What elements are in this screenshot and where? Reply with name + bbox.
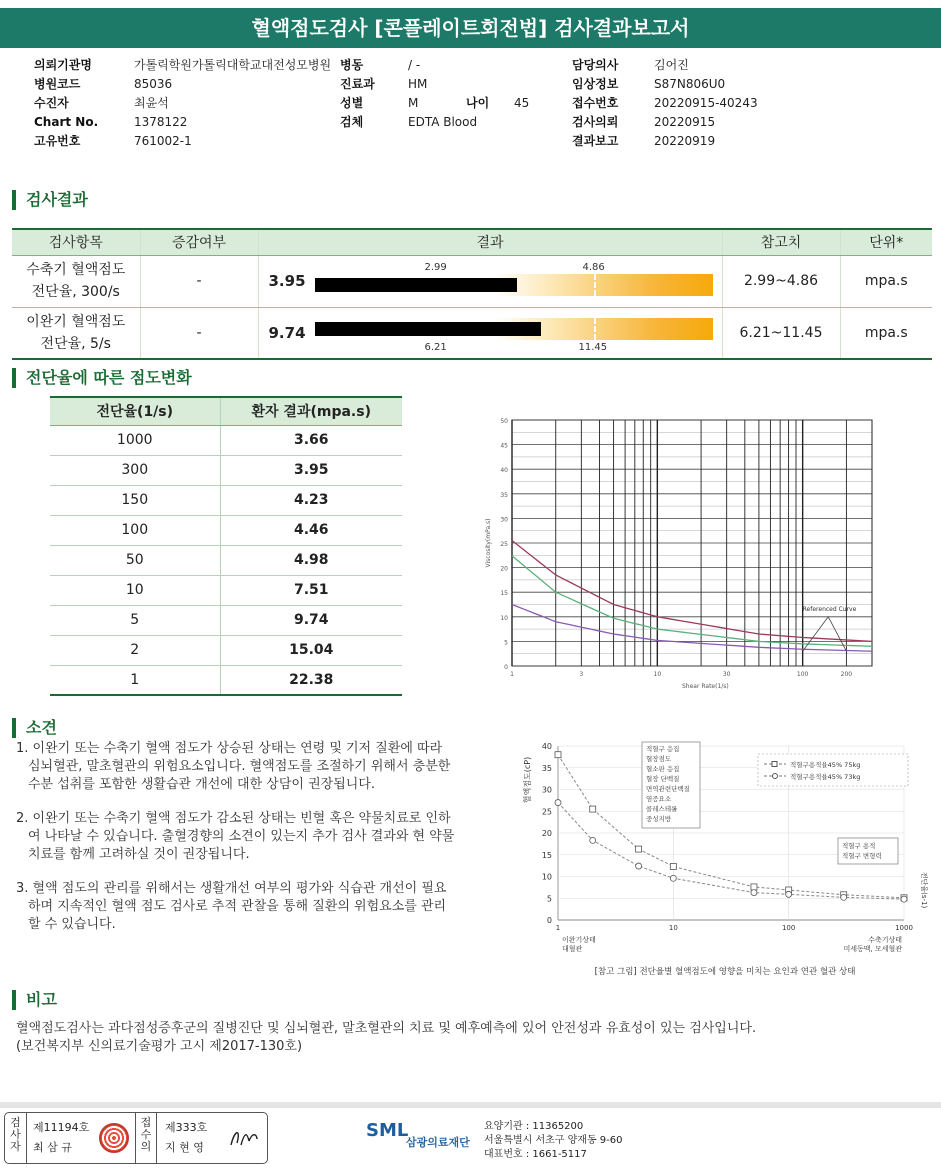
confirmer-no: 제333호: [165, 1121, 208, 1134]
value-chart-no: 1378122: [134, 115, 188, 129]
y-axis-right-label: 전단율(s-1): [920, 871, 928, 909]
label-age: 나이: [466, 96, 490, 110]
value-age: 45: [514, 96, 530, 110]
factor-label: 적혈구 용적: [842, 842, 876, 850]
value-request-date: 20220915: [654, 115, 716, 129]
value-receipt-no: 20220915-40243: [654, 96, 758, 110]
y-tick-label: 40: [541, 742, 552, 751]
patient-value: 4.23: [220, 485, 402, 515]
factor-label: 중성지방: [646, 815, 672, 823]
value-dept: HM: [408, 77, 428, 91]
label-unique-no: 고유번호: [34, 134, 81, 148]
x-right-label: 미세동맥, 모세혈관: [843, 945, 902, 953]
x-tick-label: 3: [579, 671, 584, 678]
factor-label: 적혈구 변형력: [842, 852, 882, 860]
reference-range: 2.99~4.86: [722, 255, 840, 307]
shear-rate: 100: [50, 515, 220, 545]
shear-table: [50, 396, 402, 696]
table-row: [50, 665, 402, 695]
shear-rate: 10: [50, 575, 220, 605]
section-title-note: 비고: [12, 990, 57, 1010]
value-patient: 최윤석: [134, 96, 169, 110]
shear-rate: 1000: [50, 425, 220, 455]
report-title: 혈액점도검사 [콘플레이트회전법] 검사결과보고서: [0, 8, 941, 48]
factor-label: 혈소판 응집: [646, 765, 680, 773]
value-hospital-code: 85036: [134, 77, 173, 91]
label-clinical-info: 임상정보: [572, 77, 619, 91]
table-row: [50, 605, 402, 635]
y-tick-label: 25: [500, 541, 508, 548]
data-point: [636, 863, 642, 869]
table-row: [50, 545, 402, 575]
sml-logo: SML: [366, 1120, 409, 1141]
header-result: 결과: [258, 229, 722, 255]
factor-label: 콜레스테롤: [646, 805, 678, 813]
y-tick-label: 0: [504, 664, 508, 671]
note-text: [16, 1020, 926, 1056]
change-value: -: [140, 255, 258, 307]
data-point: [555, 800, 561, 806]
ref-dash: [594, 274, 596, 296]
x-tick-label: 30: [722, 671, 731, 678]
result-bar-fill: [315, 322, 542, 336]
data-point: [786, 891, 792, 897]
value-report-date: 20220919: [654, 134, 716, 148]
examiner-no: 제11194호: [33, 1121, 90, 1134]
x-left-label: 대혈관: [562, 945, 583, 953]
label-doctor: 담당의사: [572, 58, 619, 72]
legend-marker: [773, 774, 778, 779]
table-row: [50, 635, 402, 665]
footer-divider: [0, 1102, 941, 1108]
examiner-label: 검사자: [5, 1113, 27, 1163]
y-tick-label: 20: [500, 565, 508, 573]
shear-rate: 150: [50, 485, 220, 515]
shear-rate: 2: [50, 635, 220, 665]
legend-box: [758, 754, 908, 786]
y-tick-label: 30: [541, 785, 552, 795]
data-point: [751, 884, 757, 890]
y-axis-label: 혈액점도(cP): [523, 756, 532, 804]
result-cell: [258, 307, 722, 359]
data-point: [590, 837, 596, 843]
header-patient-result: 환자 결과(mpa.s): [220, 397, 402, 425]
header-col3: [572, 56, 758, 151]
y-tick-label: 10: [500, 614, 508, 622]
section-title-findings: 소견: [12, 718, 57, 738]
label-specimen: 검체: [340, 115, 364, 129]
result-value: 3.95: [268, 271, 306, 290]
label-report-date: 결과보고: [572, 134, 619, 148]
table-row: [50, 515, 402, 545]
y-tick-label: 10: [541, 872, 552, 882]
section-title-results: 검사결과: [12, 190, 88, 210]
value-ward: / -: [408, 58, 421, 72]
note-line2: (보건복지부 신의료기술평가 고시 제2017-130호): [16, 1039, 303, 1054]
label-receipt-no: 접수번호: [572, 96, 619, 110]
seal-icon: [99, 1123, 129, 1153]
item-name-line1: 수축기 혈액점도: [26, 262, 126, 278]
signature-box: [4, 1112, 268, 1164]
label-hospital-code: 병원코드: [34, 77, 81, 91]
findings-text: [16, 740, 456, 950]
header-reference: 참고치: [722, 229, 840, 255]
result-cell: [258, 255, 722, 307]
result-bar: [315, 261, 713, 298]
y-tick-label: 35: [500, 491, 508, 499]
y-tick-label: 0: [546, 916, 552, 925]
shear-rate: 5: [50, 605, 220, 635]
note-line1: 혈액점도검사는 과다점성증후군의 질병진단 및 심뇌혈관, 말초혈관의 치료 및 예후예측에 있어 안전성과 유효성이 있는 검사입니다.: [16, 1021, 757, 1036]
finding-item: 1. 이완기 또는 수축기 혈액 점도가 상승된 상태는 연령 및 기저 질환에 따라 심뇌혈관, 말초혈관의 위험요소입니다. 혈액점도를 조절하기 위해서 충분한 수분 섭취를 포함한 생활습관 개선에 대한 상담이 권장됩니다.: [16, 741, 451, 792]
factor-label: 면역관련단백질: [646, 785, 690, 793]
x-tick-label: 1000: [895, 924, 913, 932]
x-tick-label: 100: [796, 671, 809, 678]
table-row: [50, 485, 402, 515]
factor-label: 혈장점도: [646, 755, 672, 763]
value-unique-no: 761002-1: [134, 134, 192, 148]
finding-item: 2. 이완기 또는 수축기 혈액 점도가 감소된 상태는 빈혈 혹은 약물치료로 인하여 나타날 수 있습니다. 출혈경향의 소견이 있는지 추가 검사 결과와 현 약물치료를 함께 고려하실 것이 권장됩니다.: [16, 811, 455, 862]
label-request-date: 검사의뢰: [572, 115, 619, 129]
header-change: 증감여부: [140, 229, 258, 255]
reference-range: 6.21~11.45: [722, 307, 840, 359]
label-ward: 병동: [340, 58, 364, 72]
data-point: [670, 875, 676, 881]
x-right-label: 수축기상태: [868, 936, 902, 944]
legend-marker: [772, 762, 777, 767]
factor-label: 적혈구 응집: [646, 745, 680, 753]
legend-label: 적혈구용적율45% 75kg: [790, 761, 861, 769]
y-tick-label: 35: [541, 763, 552, 773]
value-doctor: 김어진: [654, 58, 689, 72]
table-row: [50, 575, 402, 605]
confirmer-name: 지 현 영: [165, 1141, 204, 1154]
annotation-label: Referenced Curve: [802, 605, 857, 613]
label-institution: 의뢰기관명: [34, 58, 92, 72]
patient-value: 22.38: [220, 665, 402, 695]
ref-dash: [594, 318, 596, 340]
y-tick-label: 45: [500, 442, 508, 450]
org-address: [484, 1120, 623, 1162]
data-point: [670, 863, 676, 869]
org-name: 삼광의료재단: [406, 1136, 470, 1149]
figure-caption: [참고 그림] 전단율별 혈액점도에 영향을 미치는 요인과 연관 혈관 상태: [594, 967, 856, 977]
header-unit: 단위*: [840, 229, 932, 255]
factor-label: 염증요소: [646, 795, 672, 803]
table-row: [12, 255, 932, 307]
x-tick-label: 10: [668, 924, 678, 932]
value-specimen: EDTA Blood: [408, 115, 478, 129]
result-value: 9.74: [268, 323, 306, 342]
examiner-name: 최 삼 규: [33, 1141, 72, 1154]
patient-value: 4.46: [220, 515, 402, 545]
factor-label: 혈장 단백질: [646, 775, 680, 783]
header-item: 검사항목: [12, 229, 140, 255]
x-tick-label: 1: [555, 924, 561, 932]
y-tick-label: 5: [504, 639, 508, 647]
y-tick-label: 5: [546, 894, 552, 904]
header-col1: [34, 56, 331, 151]
table-row: [50, 455, 402, 485]
patient-value: 15.04: [220, 635, 402, 665]
finding-item: 3. 혈액 점도의 관리를 위해서는 생활개선 여부의 평가와 식습관 개선이 필요하며 지속적인 혈액 점도 검사로 추적 관찰을 통해 질환의 위험요소를 관리 할 수 있습니다.: [16, 881, 447, 932]
shear-rate: 50: [50, 545, 220, 575]
item-name: [12, 307, 140, 359]
patient-value: 3.66: [220, 425, 402, 455]
y-axis-label: Viscosity(mPa.s): [485, 518, 492, 568]
unit-value: mpa.s: [840, 307, 932, 359]
org-code: 요양기관 : 11365200: [484, 1121, 584, 1132]
y-tick-label: 20: [541, 829, 552, 838]
patient-value: 4.98: [220, 545, 402, 575]
patient-value: 7.51: [220, 575, 402, 605]
item-name-line2: 전단율, 5/s: [40, 335, 111, 352]
results-table: [12, 228, 932, 360]
header-col2: [340, 56, 529, 132]
result-bar-fill: [315, 278, 518, 292]
label-chart-no: Chart No.: [34, 115, 99, 129]
x-tick-label: 10: [653, 671, 662, 678]
ref-high-label: 11.45: [578, 341, 608, 353]
data-point: [751, 890, 757, 896]
reference-figure-chart: [520, 736, 930, 984]
org-street: 서울특별시 서초구 양재동 9-60: [484, 1135, 623, 1146]
x-tick-label: 200: [840, 671, 853, 678]
confirmer-label: 접수의: [135, 1113, 157, 1163]
y-tick-label: 50: [500, 418, 508, 425]
ref-low-label: 2.99: [424, 261, 447, 273]
patient-value: 3.95: [220, 455, 402, 485]
result-bar: [315, 318, 713, 353]
y-tick-label: 15: [541, 850, 552, 860]
patient-value: 9.74: [220, 605, 402, 635]
item-name-line1: 이완기 혈액점도: [26, 313, 126, 330]
legend-label: 적혈구용적율45% 73kg: [790, 773, 861, 781]
x-tick-label: 1: [510, 671, 514, 678]
data-point: [841, 894, 847, 900]
x-axis-label: Shear Rate(1/s): [682, 683, 729, 690]
signature-icon: [227, 1125, 261, 1151]
y-tick-label: 15: [500, 590, 508, 598]
shear-rate: 1: [50, 665, 220, 695]
table-row: [12, 307, 932, 359]
header-shear-rate: 전단율(1/s): [50, 397, 220, 425]
y-tick-label: 40: [500, 467, 508, 475]
data-point: [636, 846, 642, 852]
label-sex: 성별: [340, 96, 364, 110]
value-institution: 가톨릭학원가톨릭대학교대전성모병원: [134, 58, 332, 72]
ref-low-label: 6.21: [424, 341, 447, 353]
label-dept: 진료과: [340, 77, 375, 91]
value-sex: M: [408, 96, 419, 110]
item-name-line2: 전단율, 300/s: [31, 284, 120, 300]
item-name: [12, 255, 140, 307]
section-title-shear: 전단율에 따른 점도변화: [12, 368, 192, 388]
x-left-label: 이완기상태: [562, 936, 596, 944]
y-tick-label: 25: [541, 807, 552, 817]
unit-value: mpa.s: [840, 255, 932, 307]
label-patient: 수진자: [34, 96, 69, 110]
change-value: -: [140, 307, 258, 359]
x-tick-label: 100: [781, 924, 796, 932]
org-phone: 대표번호 : 1661-5117: [484, 1149, 587, 1160]
viscosity-curve-chart: [476, 414, 880, 690]
shear-rate: 300: [50, 455, 220, 485]
value-clinical-info: S87N806U0: [654, 77, 726, 91]
data-point: [555, 752, 561, 758]
ref-high-label: 4.86: [582, 261, 605, 273]
table-row: [50, 425, 402, 455]
y-tick-label: 30: [500, 516, 508, 524]
data-point: [901, 896, 907, 902]
data-point: [590, 806, 596, 812]
